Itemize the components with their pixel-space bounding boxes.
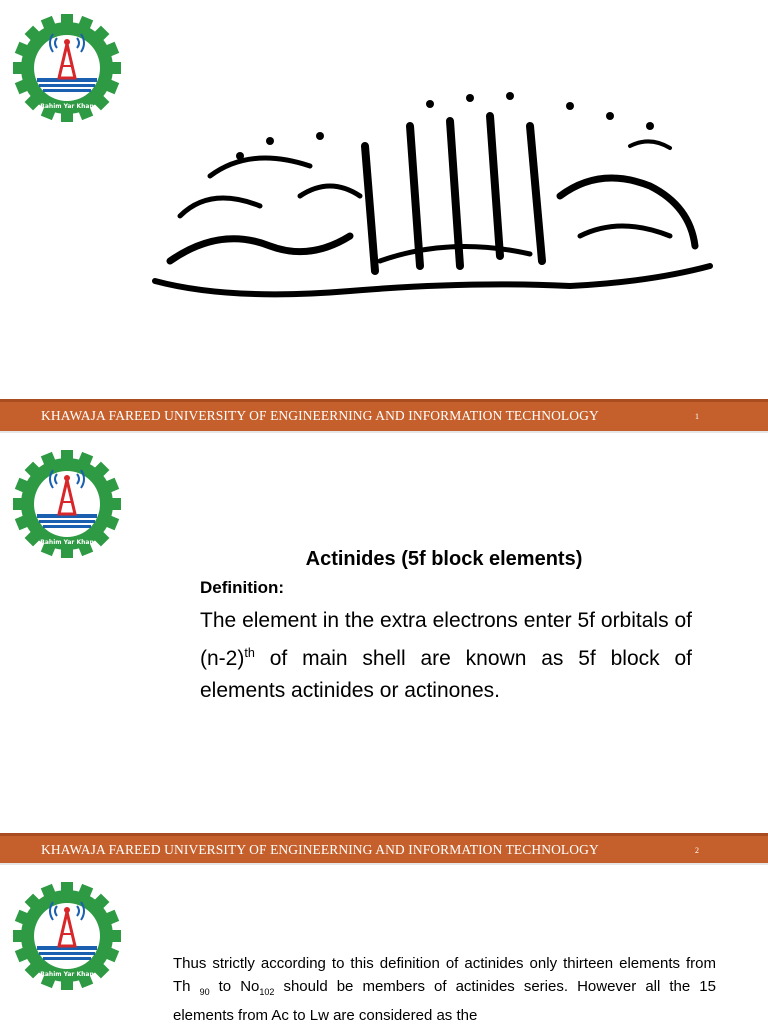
university-logo xyxy=(13,882,121,990)
slide-3 xyxy=(0,864,768,1024)
body-text-part: should be members of actinides series. However all the 15 elements from Ac to Lw are considered as the xyxy=(173,978,716,1024)
bismillah-calligraphy xyxy=(150,86,720,301)
university-logo xyxy=(13,450,121,558)
slide-number: 2 xyxy=(695,846,699,855)
footer-bar xyxy=(0,399,768,432)
definition-text xyxy=(200,605,692,707)
definition-text-part: of main shell are known as 5f block of elements actinides or actinones. xyxy=(200,647,692,702)
slide-title: Actinides (5f block elements) xyxy=(305,548,583,570)
svg-text:Rahim Yar Khan: Rahim Yar Khan xyxy=(40,103,94,110)
body-text-part: Thus strictly according to this definition of actinides only thirteen elements from Th xyxy=(173,955,716,995)
body-text-part: to No xyxy=(209,978,260,995)
svg-text:Rahim Yar Khan: Rahim Yar Khan xyxy=(40,971,94,978)
footer-university-name: KHAWAJA FAREED UNIVERSITY OF ENGINEERNING AND INFORMATION TECHNOLOGY xyxy=(41,408,599,423)
subscript: 102 xyxy=(259,987,275,997)
slide-2 xyxy=(0,432,768,864)
footer-university-name: KHAWAJA FAREED UNIVERSITY OF ENGINEERNING AND INFORMATION TECHNOLOGY xyxy=(41,842,599,857)
university-logo xyxy=(13,14,121,122)
definition-label: Definition: xyxy=(200,578,285,597)
footer-bar xyxy=(0,833,768,864)
subscript: 90 xyxy=(199,987,210,997)
body-paragraph xyxy=(173,952,716,1024)
superscript: th xyxy=(244,646,255,660)
slide-number: 1 xyxy=(695,412,699,421)
svg-text:Rahim Yar Khan: Rahim Yar Khan xyxy=(40,539,94,546)
slide-1 xyxy=(0,0,768,432)
definition-text-part: The element in the extra electrons enter 5f orbitals of (n-2) xyxy=(200,609,692,670)
